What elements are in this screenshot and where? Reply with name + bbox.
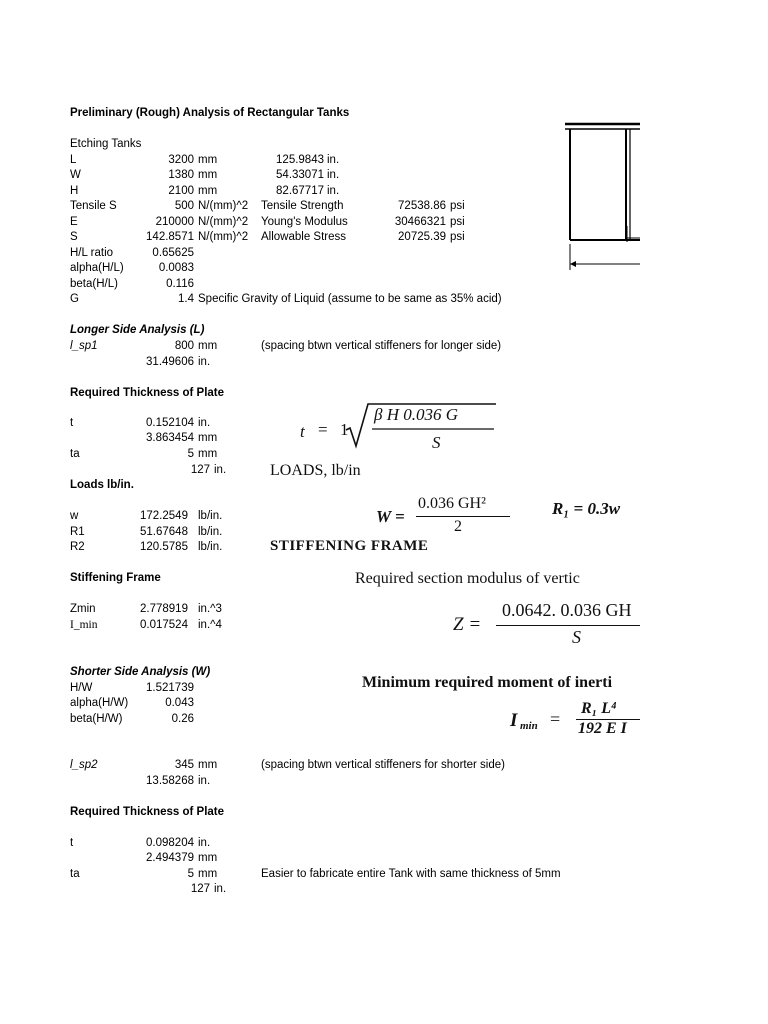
load-label: R2	[70, 541, 85, 553]
stiffening-frame-heading: Stiffening Frame	[70, 572, 161, 584]
load-value: 172.2549	[140, 510, 188, 522]
tank-drawing	[560, 118, 640, 278]
input-unit: mm	[198, 154, 218, 166]
lsp1-in-unit: in.	[198, 356, 211, 368]
load-unit: lb/in.	[198, 526, 223, 538]
formula-i-equals: =	[550, 709, 561, 729]
t2-mm-unit: mm	[198, 852, 218, 864]
load-label: R1	[70, 526, 85, 538]
input-conv-unit: in.	[327, 185, 340, 197]
shorter-value: 1.521739	[146, 682, 194, 694]
ta-in-unit: in.	[214, 464, 227, 476]
shorter-side-heading: Shorter Side Analysis (W)	[70, 666, 211, 678]
ta2-mm: 5	[187, 868, 194, 880]
formula-t-numerator: β H 0.036 G	[374, 405, 459, 424]
ta2-in-unit: in.	[214, 883, 227, 895]
formula-t-denominator: S	[432, 433, 441, 452]
zmin-label: Zmin	[70, 603, 96, 615]
lsp2-note: (spacing btwn vertical stiffeners for shorter side)	[261, 759, 505, 771]
shorter-label: beta(H/W)	[70, 713, 123, 725]
formula-z-bar	[496, 625, 640, 626]
input-desc: Specific Gravity of Liquid (assume to be same as 35% acid)	[198, 293, 502, 305]
shorter-value: 0.26	[171, 713, 194, 725]
input-conv-unit: psi	[450, 200, 465, 212]
t2-in-unit: in.	[198, 837, 211, 849]
load-unit: lb/in.	[198, 510, 223, 522]
lsp2-mm-unit: mm	[198, 759, 218, 771]
ta2-mm-unit: mm	[198, 868, 218, 880]
loads-title: LOADS, lb/in	[270, 462, 361, 479]
formula-z-denominator: S	[572, 627, 581, 647]
t2-mm: 2.494379	[146, 852, 194, 864]
input-unit: N/(mm)^2	[198, 200, 249, 212]
input-conv: 30466321	[394, 216, 446, 228]
input-conv: 82.67717	[276, 185, 324, 197]
lsp1-in: 31.49606	[146, 356, 194, 368]
page-title: Preliminary (Rough) Analysis of Rectangular Tanks	[70, 107, 350, 119]
shorter-label: alpha(H/W)	[70, 697, 129, 709]
input-value: 1380	[168, 169, 194, 181]
lsp2-in: 13.58268	[146, 775, 194, 787]
input-value: 1.4	[178, 293, 194, 305]
input-value: 0.65625	[152, 247, 194, 259]
input-unit: N/(mm)^2	[198, 231, 249, 243]
t-label: t	[70, 417, 74, 429]
formula-w-numerator: 0.036 GH²	[418, 495, 486, 512]
zmin-unit: in.^3	[198, 603, 222, 615]
longer-side-heading: Longer Side Analysis (L)	[70, 324, 205, 336]
subtitle: Etching Tanks	[70, 138, 142, 150]
formula-w-bar	[416, 516, 510, 517]
formula-t-lhs: t	[300, 422, 305, 441]
shorter-value: 0.043	[165, 697, 194, 709]
t-mm: 3.863454	[146, 432, 194, 444]
input-label: H/L ratio	[70, 247, 114, 259]
formula-z-lhs: Z =	[453, 614, 482, 635]
lsp1-label: l_sp1	[70, 340, 98, 352]
ta2-note: Easier to fabricate entire Tank with same thickness of 5mm	[261, 868, 561, 880]
input-label: Tensile S	[70, 200, 117, 212]
input-unit: N/(mm)^2	[198, 216, 249, 228]
t2-in: 0.098204	[146, 837, 194, 849]
lsp1-mm-unit: mm	[198, 340, 218, 352]
input-conv-unit: psi	[450, 231, 465, 243]
formula-t-coef: 1	[340, 420, 349, 439]
formula-w-lhs: W =	[376, 507, 405, 526]
input-conv-unit: in.	[327, 169, 340, 181]
formula-z-numerator: 0.0642. 0.036 GH	[502, 600, 632, 620]
input-value: 2100	[168, 185, 194, 197]
input-conv: 20725.39	[398, 231, 446, 243]
lsp2-mm: 345	[174, 759, 194, 771]
input-label: beta(H/L)	[70, 278, 118, 290]
input-label: H	[70, 185, 79, 197]
load-unit: lb/in.	[198, 541, 223, 553]
formula-w-denominator: 2	[454, 518, 462, 535]
input-conv-unit: in.	[327, 154, 340, 166]
input-conv: 125.9843	[276, 154, 324, 166]
imin-value: 0.017524	[140, 619, 188, 631]
lsp1-mm: 800	[174, 340, 194, 352]
input-label: alpha(H/L)	[70, 262, 124, 274]
formula-t-equals: =	[318, 420, 328, 439]
tank-diagram	[560, 118, 640, 278]
lsp1-note: (spacing btwn vertical stiffeners for longer side)	[261, 340, 502, 352]
t-in: 0.152104	[146, 417, 194, 429]
input-desc: Tensile Strength	[261, 200, 344, 212]
t2-label: t	[70, 837, 74, 849]
input-label: G	[70, 293, 79, 305]
imin-label: I_min	[70, 619, 98, 631]
formula-panel	[250, 380, 640, 760]
input-conv: 72538.86	[398, 200, 446, 212]
required-thickness-heading-2: Required Thickness of Plate	[70, 806, 225, 818]
load-value: 51.67648	[140, 526, 188, 538]
input-unit: mm	[198, 169, 218, 181]
input-value: 0.116	[166, 278, 194, 290]
ta-mm: 5	[187, 448, 194, 460]
input-label: S	[70, 231, 78, 243]
zmin-value: 2.778919	[140, 603, 188, 615]
input-value: 0.0083	[158, 262, 194, 274]
stiffening-frame-title: STIFFENING FRAME	[270, 538, 429, 554]
required-section-modulus-text: Required section modulus of vertic	[355, 570, 580, 587]
input-unit: mm	[198, 185, 218, 197]
formula-i-denominator: 192 E I	[578, 720, 627, 737]
load-value: 120.5785	[140, 541, 188, 553]
minimum-moment-text: Minimum required moment of inerti	[362, 674, 613, 691]
ta2-in: 127	[190, 883, 210, 895]
lsp2-in-unit: in.	[198, 775, 211, 787]
input-value: 3200	[168, 154, 194, 166]
input-desc: Young's Modulus	[261, 216, 348, 228]
imin-unit: in.^4	[198, 619, 222, 631]
ta-in: 127	[190, 464, 210, 476]
formula-r1: R₁ = 0.3w	[552, 499, 621, 518]
loads-heading: Loads lb/in.	[70, 479, 134, 491]
lsp2-label: l_sp2	[70, 759, 98, 771]
required-thickness-heading: Required Thickness of Plate	[70, 387, 225, 399]
formula-i-numerator: R₁ L⁴	[581, 700, 617, 717]
input-value: 142.8571	[146, 231, 194, 243]
input-label: W	[70, 169, 81, 181]
input-label: E	[70, 216, 78, 228]
ta-mm-unit: mm	[198, 448, 218, 460]
t-mm-unit: mm	[198, 432, 218, 444]
formula-i-sub: min	[520, 720, 538, 732]
input-conv: 54.33071	[276, 169, 324, 181]
input-conv-unit: psi	[450, 216, 465, 228]
shorter-label: H/W	[70, 682, 93, 694]
input-value: 500	[174, 200, 194, 212]
input-desc: Allowable Stress	[261, 231, 347, 243]
ta2-label: ta	[70, 868, 80, 880]
input-label: L	[70, 154, 77, 166]
load-label: w	[70, 510, 79, 522]
ta-label: ta	[70, 448, 80, 460]
input-value: 210000	[155, 216, 194, 228]
formula-i-lhs: I	[510, 710, 518, 731]
t-in-unit: in.	[198, 417, 211, 429]
